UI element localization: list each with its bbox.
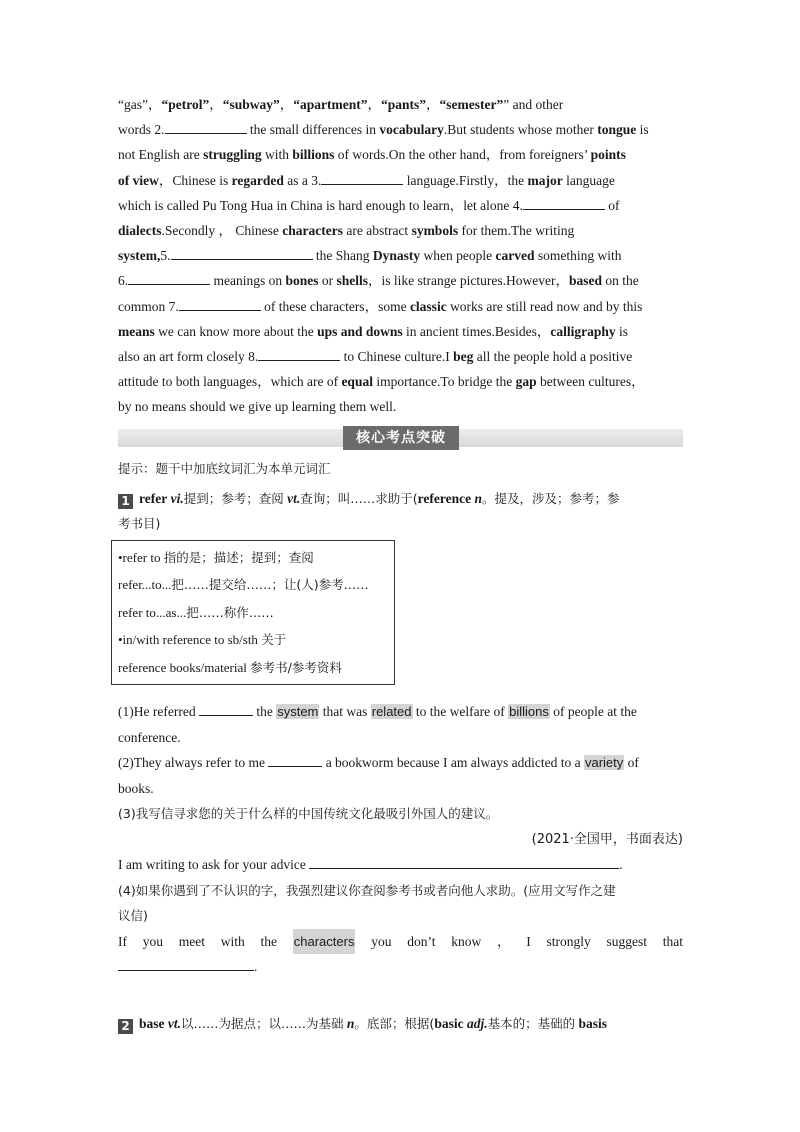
exercise-3-english: I am writing to ask for your advice . xyxy=(118,852,683,878)
passage-line-11: also an art form closely 8. to Chinese culture.I beg all the people hold a positive xyxy=(118,344,683,369)
phrase-item: refer to...as...把……称作…… xyxy=(118,604,274,620)
blank-8[interactable] xyxy=(258,346,340,361)
passage-line-5: which is called Pu Tong Hua in China is hard enough to learn，let alone 4. of xyxy=(118,193,683,218)
exercise-1-blank[interactable] xyxy=(199,701,253,716)
phrase-item: reference books/material 参考书/参考资料 xyxy=(118,659,342,675)
section-title: 核心考点突破 xyxy=(343,426,459,450)
exercise-2: (2)They always refer to me a bookworm because I am always addicted to a variety of xyxy=(118,750,683,776)
headword: base xyxy=(139,1016,165,1031)
blank-4[interactable] xyxy=(523,195,605,210)
passage xyxy=(118,92,683,420)
passage-line-1: “gas”，“petrol”，“subway”，“apartment”，“pants”，“semester”” and other xyxy=(118,97,564,112)
page-content xyxy=(118,92,683,980)
entry-number-badge: 1 xyxy=(118,494,133,509)
exercise-2-cont: books. xyxy=(118,780,154,796)
passage-line-10: means we can know more about the ups and downs in ancient times.Besides，calligraphy is xyxy=(118,323,629,339)
passage-line-6: dialects.Secondly ， Chinese characters are abstract symbols for them.The writing xyxy=(118,223,575,239)
exercise-3-source: (2021·全国甲，书面表达) xyxy=(531,831,683,847)
headword: refer xyxy=(139,490,168,506)
exercise-2-blank[interactable] xyxy=(268,752,322,767)
passage-line-12: attitude to both languages，which are of equal importance.To bridge the gap between cultures， xyxy=(118,374,645,390)
exercise-4-english: If you meet with the characters you don’t know ， I strongly suggest that xyxy=(118,929,683,955)
exercise-3-chinese: (3)我写信寻求您的关于什么样的中国传统文化最吸引外国人的建议。 xyxy=(118,806,499,822)
blank-2[interactable] xyxy=(165,119,247,134)
section-banner xyxy=(118,426,683,450)
blank-7[interactable] xyxy=(179,296,261,311)
passage-line-4: of view，Chinese is regarded as a 3. language.Firstly，the major language xyxy=(118,168,683,193)
phrase-box xyxy=(111,540,395,686)
tip-text: 提示：题干中加底纹词汇为本单元词汇 xyxy=(118,460,331,476)
exercise-4-blank[interactable] xyxy=(118,956,254,971)
entry-base: 2 base vt.以……为据点；以……为基础 n。底部；根据(basic adj.基本的；基础的 basis xyxy=(118,1011,683,1036)
phrase-item: •in/with reference to sb/sth 关于 xyxy=(118,632,287,648)
exercise-4-chinese-cont: 议信) xyxy=(118,908,148,924)
phrase-item: refer...to...把……提交给……；让(人)参考…… xyxy=(118,577,369,593)
passage-line-3: not English are struggling with billions of words.On the other hand，from foreigners’ points xyxy=(118,147,626,163)
exercise-1-cont: conference. xyxy=(118,729,181,745)
blank-5[interactable] xyxy=(171,245,313,260)
passage-line-9: common 7. of these characters，some classic works are still read now and by this xyxy=(118,294,683,319)
blank-3[interactable] xyxy=(321,170,403,185)
exercise-4-chinese: (4)如果你遇到了不认识的字，我强烈建议你查阅参考书或者向他人求助。(应用文写作之建 xyxy=(118,882,616,898)
exercise-4-answer-line: . xyxy=(118,954,683,980)
passage-line-13: by no means should we give up learning them well. xyxy=(118,399,397,415)
exercise-3-blank[interactable] xyxy=(309,854,619,869)
blank-6[interactable] xyxy=(128,270,210,285)
entry-number-badge: 2 xyxy=(118,1019,133,1034)
passage-line-7: system,5. the Shang Dynasty when people carved something with xyxy=(118,243,683,268)
exercise-1: (1)He referred the system that was related to the welfare of billions of people at the xyxy=(118,699,683,725)
passage-line-8: 6. meanings on bones or shells，is like strange pictures.However，based on the xyxy=(118,268,683,293)
phrase-item: •refer to 指的是；描述；提到；查阅 xyxy=(118,549,314,565)
entry-refer: 1 refer vi.提到；参考；查阅 vt.查询；叫……求助于(reference n。提及，涉及；参考；参 考书目) xyxy=(118,490,620,531)
passage-line-2: words 2. the small differences in vocabulary.But students whose mother tongue is xyxy=(118,117,683,142)
